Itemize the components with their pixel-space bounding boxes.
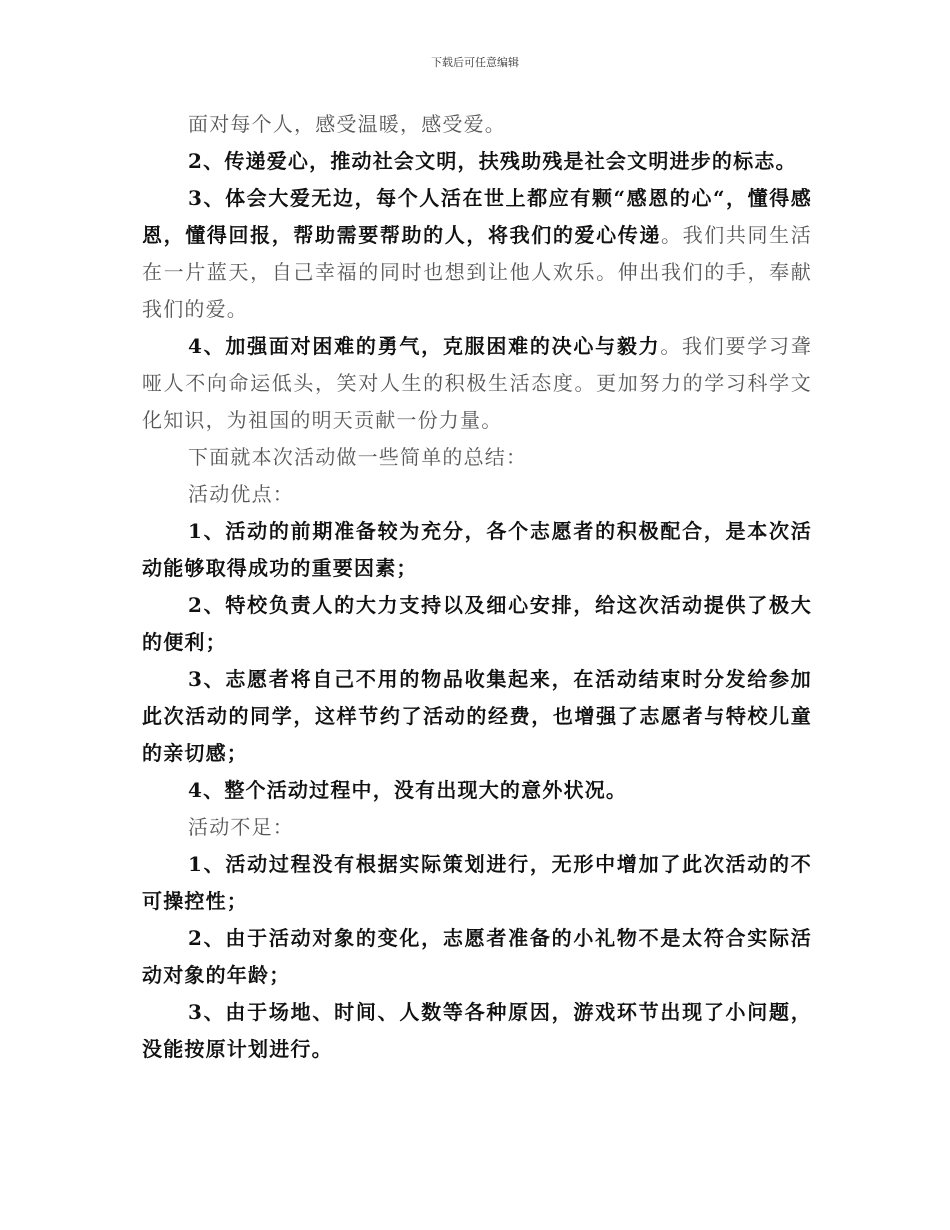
shortcoming-item-1 — [142, 846, 812, 920]
paragraph-normal-text: 面对每个人，感受温暖，感受爱。 — [188, 112, 506, 136]
paragraph-bold-text: 4、加强面对困难的勇气，克服困难的决心与毅力 — [188, 334, 661, 358]
paragraph-bold-text: 4、整个活动过程中，没有出现大的意外状况。 — [188, 778, 628, 802]
section-heading-shortcomings — [142, 809, 812, 846]
strength-item-1 — [142, 513, 812, 587]
paragraph-bold-text: 3、志愿者将自己不用的物品收集起来，在活动结束时分发给参加此次活动的同学，这样节约了活动的经费，也增强了志愿者与特校儿童的亲切感； — [142, 667, 812, 765]
paragraph-bold-text: 3、由于场地、时间、人数等各种原因，游戏环节出现了小问题，没能按原计划进行。 — [142, 1000, 812, 1061]
paragraph-normal-text: 。我们共同生活在一片蓝天，自己幸福的同时也想到让他人欢乐。伸出我们的手，奉献我们的爱。 — [142, 223, 812, 321]
strength-item-2 — [142, 587, 812, 661]
paragraph-normal-text: 。我们要学习聋哑人不向命运低头，笑对人生的积极生活态度。更加努力的学习科学文化知识，为祖国的明天贡献一份力量。 — [142, 334, 812, 432]
paragraph-summary-intro — [142, 439, 812, 476]
paragraph-normal-text: 活动不足： — [188, 815, 294, 839]
paragraph-bold-text: 2、传递爱心，推动社会文明，扶残助残是社会文明进步的标志。 — [188, 149, 797, 173]
shortcoming-item-3 — [142, 994, 812, 1068]
paragraph-normal-text: 下面就本次活动做一些简单的总结： — [188, 445, 528, 469]
paragraph-bold-text: 3、体会大爱无边，每个人活在世上都应有颗“感恩的心“，懂得感恩，懂得回报，帮助需要帮助的人，将我们的爱心传递 — [142, 186, 812, 247]
paragraph-bold-text: 2、特校负责人的大力支持以及细心安排，给这次活动提供了极大的便利； — [142, 593, 812, 654]
paragraph-item-4-courage — [142, 328, 812, 439]
paragraph-item-2-love — [142, 143, 812, 180]
paragraph-item-3-gratitude — [142, 180, 812, 328]
shortcoming-item-2 — [142, 920, 812, 994]
paragraph-bold-text: 1、活动过程没有根据实际策划进行，无形中增加了此次活动的不可操控性； — [142, 852, 812, 913]
paragraph-bold-text: 1、活动的前期准备较为充分，各个志愿者的积极配合，是本次活动能够取得成功的重要因素； — [142, 519, 812, 580]
paragraph-bold-text: 2、由于活动对象的变化，志愿者准备的小礼物不是太符合实际活动对象的年龄； — [142, 926, 812, 987]
strength-item-3 — [142, 661, 812, 772]
section-heading-strengths — [142, 476, 812, 513]
paragraph-intro-continuation — [142, 106, 812, 143]
page-header: 下载后可任意编辑 — [431, 56, 519, 69]
document-body — [142, 106, 812, 1068]
paragraph-normal-text: 活动优点： — [188, 482, 294, 506]
strength-item-4 — [142, 772, 812, 809]
